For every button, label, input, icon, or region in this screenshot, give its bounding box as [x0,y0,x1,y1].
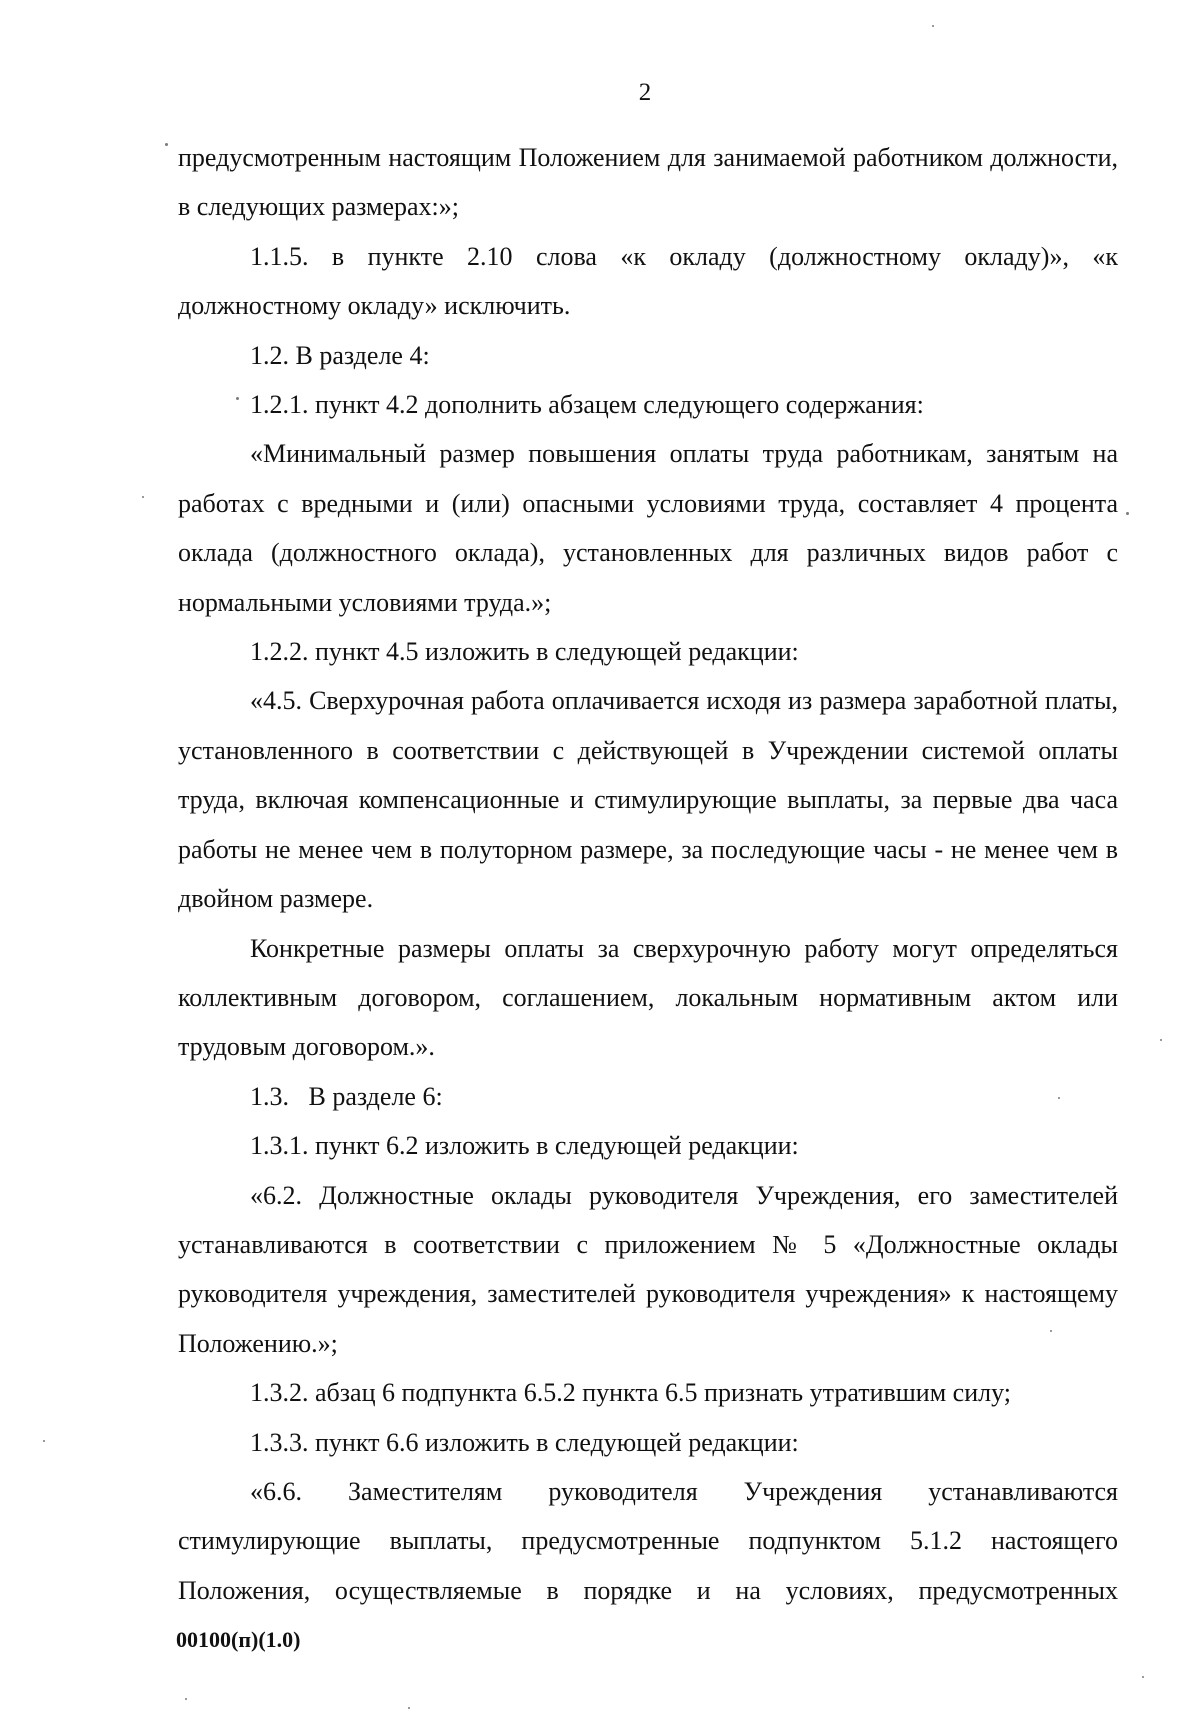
page-number: 2 [638,79,652,106]
paragraph: Конкретные размеры оплаты за сверхурочную работу могут определяться коллективным договором, соглашением, локальным нормативным актом или трудовым договором.». [178,933,1118,1062]
paragraph: 1.1.5. в пункте 2.10 слова «к окладу (должностному окладу)», «к должностному окладу» исключить. [178,241,1118,321]
paragraph: предусмотренным настоящим Положением для занимаемой работником должности, в следующих размерах:»; [178,143,1118,222]
scan-speck [185,1698,187,1700]
paragraph: «Минимальный размер повышения оплаты труда работникам, занятым на работах с вредными и (или) опасными условиями труда, составляет 4 процента оклада (должностного оклада), установленных для различных видов работ с нормальными условиями труда.»; [178,439,1118,617]
paragraph: «6.2. Должностные оклады руководителя Учреждения, его заместителей устанавливаются в соответствии с приложением № 5 «Должностные оклады руководителя учреждения, заместителей руководителя учреждения» к настоящему Положению.»; [178,1180,1118,1358]
paragraph: 1.3.1. пункт 6.2 изложить в следующей редакции: [250,1131,799,1161]
paragraph: «4.5. Сверхурочная работа оплачивается исходя из размера заработной платы, установленного в соответствии с действующей в Учреждении системой оплаты труда, включая компенсационные и стимулирующие выплаты, за первые два часа работы не менее чем в полуторном размере, за последующие часы - не менее чем в двойном размере. [178,686,1118,914]
paragraph: 1.2.2. пункт 4.5 изложить в следующей редакции: [250,637,799,667]
paragraph: 1.2. В разделе 4: [250,340,430,370]
scan-speck [236,397,239,400]
paragraph: 1.3.2. абзац 6 подпункта 6.5.2 пункта 6.5 признать утратившим силу; [250,1378,1011,1408]
scan-speck [43,1440,45,1442]
paragraph: 1.3.3. пункт 6.6 изложить в следующей редакции: [250,1427,799,1457]
scan-speck [1050,1330,1052,1332]
paragraph: «6.6. Заместителям руководителя Учреждения устанавливаются стимулирующие выплаты, предусмотренные подпунктом 5.1.2 настоящего Положения, осуществляемые в порядке и на условиях, предусмотренных [178,1476,1118,1605]
scan-speck [932,25,934,27]
scan-speck [1160,1039,1162,1041]
paragraph: 1.3. В разделе 6: [250,1081,443,1111]
scan-speck [1058,1097,1060,1099]
document-body [178,133,1118,1615]
paragraph: 1.2.1. пункт 4.2 дополнить абзацем следующего содержания: [250,390,924,420]
scan-speck [1142,1676,1144,1678]
scan-speck [142,496,144,498]
scan-speck [1126,512,1129,515]
scan-speck [408,1707,410,1709]
scan-speck [165,143,168,146]
document-code: 00100(п)(1.0) [176,1627,301,1652]
